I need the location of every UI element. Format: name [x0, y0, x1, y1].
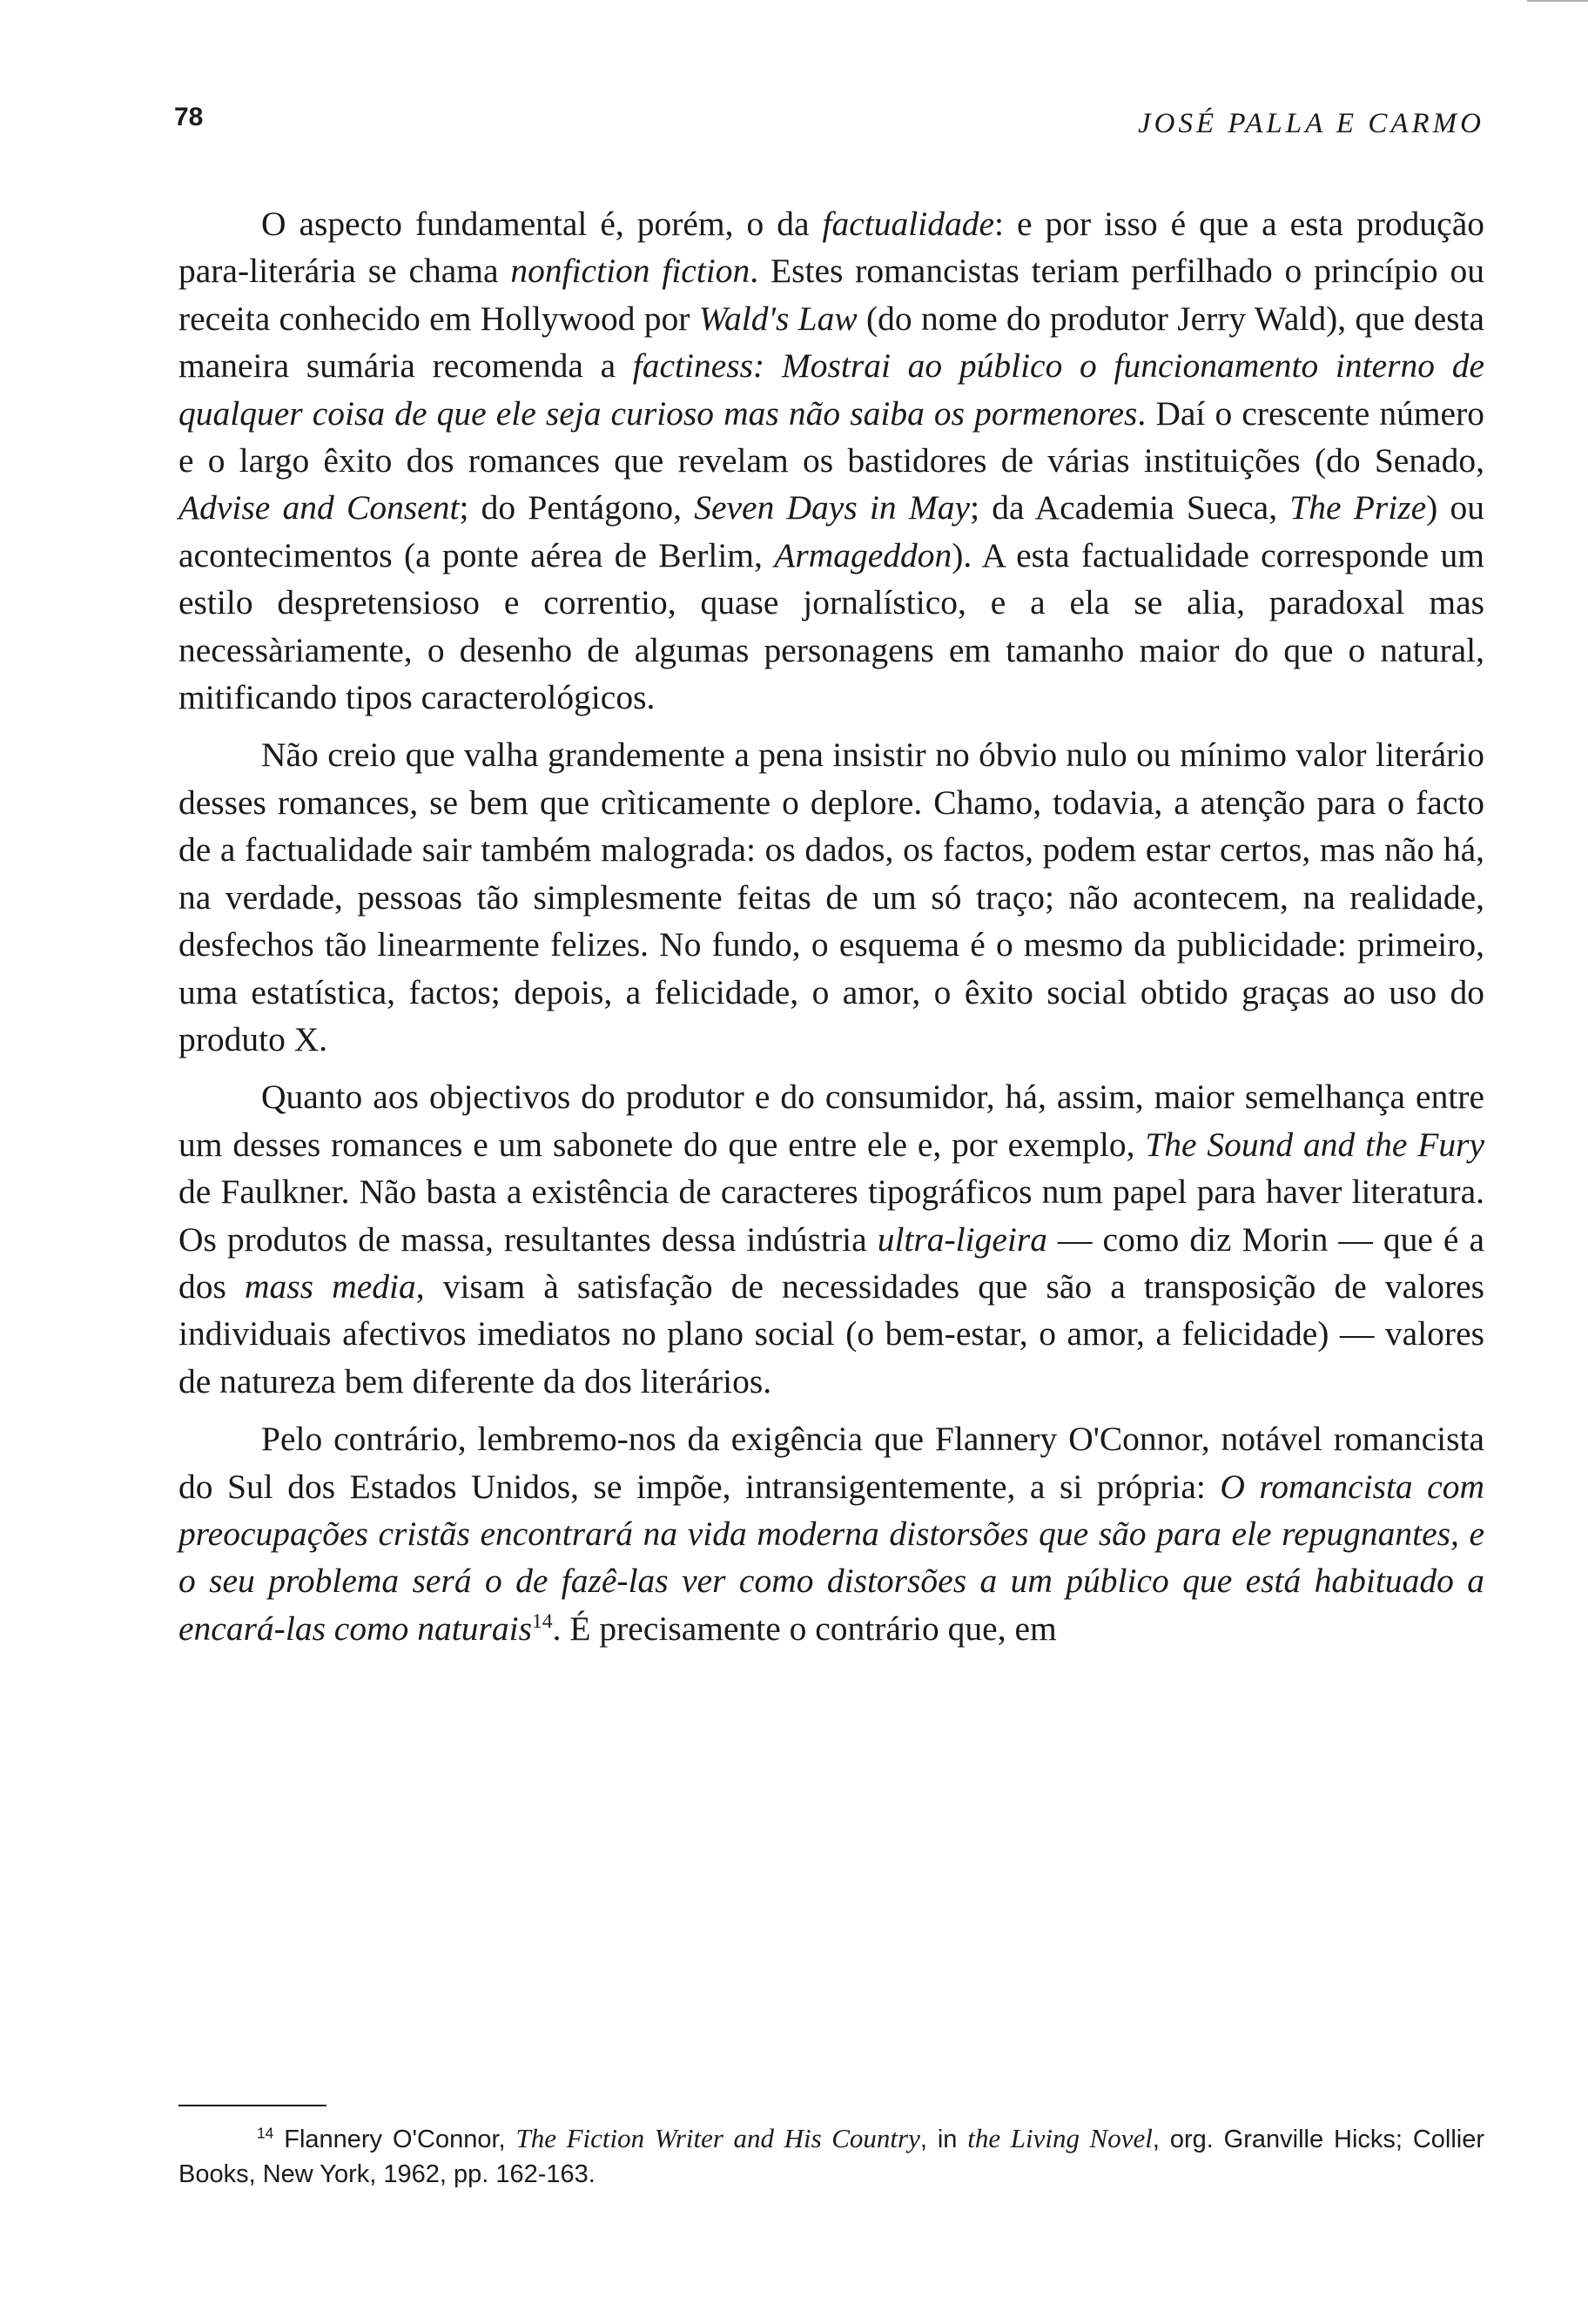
- text-run: Quanto aos objectivos do produtor e do consumidor, há, assim, maior semelhança entre um desses romances e um sabonete do que entre ele e, por exemplo,: [178, 1078, 1484, 1164]
- text-run: , in: [919, 2126, 968, 2153]
- text-run: O aspecto fundamental é, porém, o da: [261, 205, 823, 243]
- text-run: (do nome do produtor Jerry Wald), que desta maneira sumária recomenda a: [178, 299, 1484, 386]
- italic-run: The Sound and the Fury: [1145, 1125, 1484, 1164]
- paragraph-4: [178, 1415, 1484, 1652]
- running-head: [174, 103, 1484, 146]
- text-run: ) ou acontecimentos (a ponte aérea de Berlim,: [178, 488, 1485, 574]
- italic-run: factiness: Mostrai ao público o funcionamento interno de qualquer coisa de que ele seja curioso mas não saiba os pormenores: [178, 346, 1484, 433]
- italic-run: Seven Days in May: [694, 488, 971, 527]
- italic-run: Advise and Consent: [178, 488, 460, 527]
- italic-run: The Prize: [1289, 488, 1427, 527]
- footnote-marker: 14: [257, 2124, 274, 2142]
- body-text: [178, 200, 1484, 1662]
- running-title: JOSÉ PALLA E CARMO: [1137, 108, 1484, 139]
- italic-run: The Fiction Writer and His Country: [515, 2123, 920, 2153]
- scan-edge-mark: [1527, 0, 1588, 7]
- text-run: . Estes romancistas teriam perfilhado o princípio ou receita conhecido em Hollywood por: [178, 252, 1485, 338]
- text-run: , visam à satisfação de necessidades que são a transposição de valores individuais afectivos imediatos no plano social (o bem-estar, o amor, a felicidade) — valores de natureza bem diferente da dos literários.: [178, 1266, 1484, 1400]
- text-run: ; da Academia Sueca,: [970, 488, 1290, 527]
- text-run: — como diz Morin — que é a dos: [178, 1219, 1485, 1306]
- text-run: : e por isso é que a esta produção para-literária se chama: [178, 205, 1484, 291]
- italic-run: Armageddon: [774, 535, 952, 574]
- italic-run: Wald's Law: [698, 299, 858, 338]
- footnote: [178, 2121, 1484, 2192]
- paragraph-1: [178, 200, 1484, 721]
- paragraph-3: [178, 1073, 1484, 1405]
- italic-run: nonfiction fiction: [510, 252, 750, 291]
- text-run: , org. Granville Hicks; Collier Books, New York, 1962, pp. 162-163.: [178, 2126, 1485, 2188]
- text-run: Não creio que valha grandemente a pena insistir no óbvio nulo ou mínimo valor literário desses romances, se bem que crìticamente o deplore. Chamo, todavia, a atenção para o facto de a factualidade sair também malograda: os dados, os factos, podem estar certos, mas não há, na verdade, pessoas tão simplesmente feitas de um só traço; não acontecem, na realidade, desfechos tão linearmente felizes. No fundo, o esquema é o mesmo da publicidade: primeiro, uma estatística, factos; depois, a felicidade, o amor, o êxito social obtido graças ao uso do produto X.: [178, 735, 1484, 1058]
- text-run: . É precisamente o contrário que, em: [552, 1609, 1057, 1648]
- footnote-divider: [178, 2105, 326, 2106]
- italic-run: factualidade: [822, 205, 994, 243]
- text-run: de Faulkner. Não basta a existência de caracteres tipográficos num papel para haver literatura. Os produtos de massa, resultantes dessa indústria: [178, 1172, 1484, 1259]
- paragraph-2: [178, 731, 1484, 1063]
- text-run: ; do Pentágono,: [459, 488, 695, 527]
- text-run: . Daí o crescente número e o largo êxito dos romances que revelam os bastidores de várias instituições (do Senado,: [178, 393, 1484, 480]
- italic-run: O romancista com preocupações cristãs encontrará na vida moderna distorsões que são para ele repugnantes, e o seu problema será o de fazê-las ver como distorsões a um público que está habituado a encará-las como naturais: [178, 1467, 1484, 1648]
- text-run: Pelo contrário, lembremo-nos da exigência que Flannery O'Connor, notável romancista do Sul dos Estados Unidos, se impõe, intransigentemente, a si própria:: [178, 1420, 1484, 1506]
- text-run: Flannery O'Connor,: [273, 2126, 516, 2153]
- italic-run: ultra-ligeira: [877, 1219, 1047, 1259]
- page-number: 78: [174, 103, 204, 131]
- text-run: ). A esta factualidade corresponde um estilo despretensioso e correntio, quase jornalístico, e a ela se alia, paradoxal mas necessàriamente, o desenho de algumas personagens em tamanho maior do que o natural, mitificando tipos caracterológicos.: [178, 535, 1484, 717]
- footnote-reference[interactable]: 14: [531, 1609, 553, 1633]
- italic-run: the Living Novel: [967, 2123, 1153, 2153]
- italic-run: mass media: [245, 1266, 416, 1306]
